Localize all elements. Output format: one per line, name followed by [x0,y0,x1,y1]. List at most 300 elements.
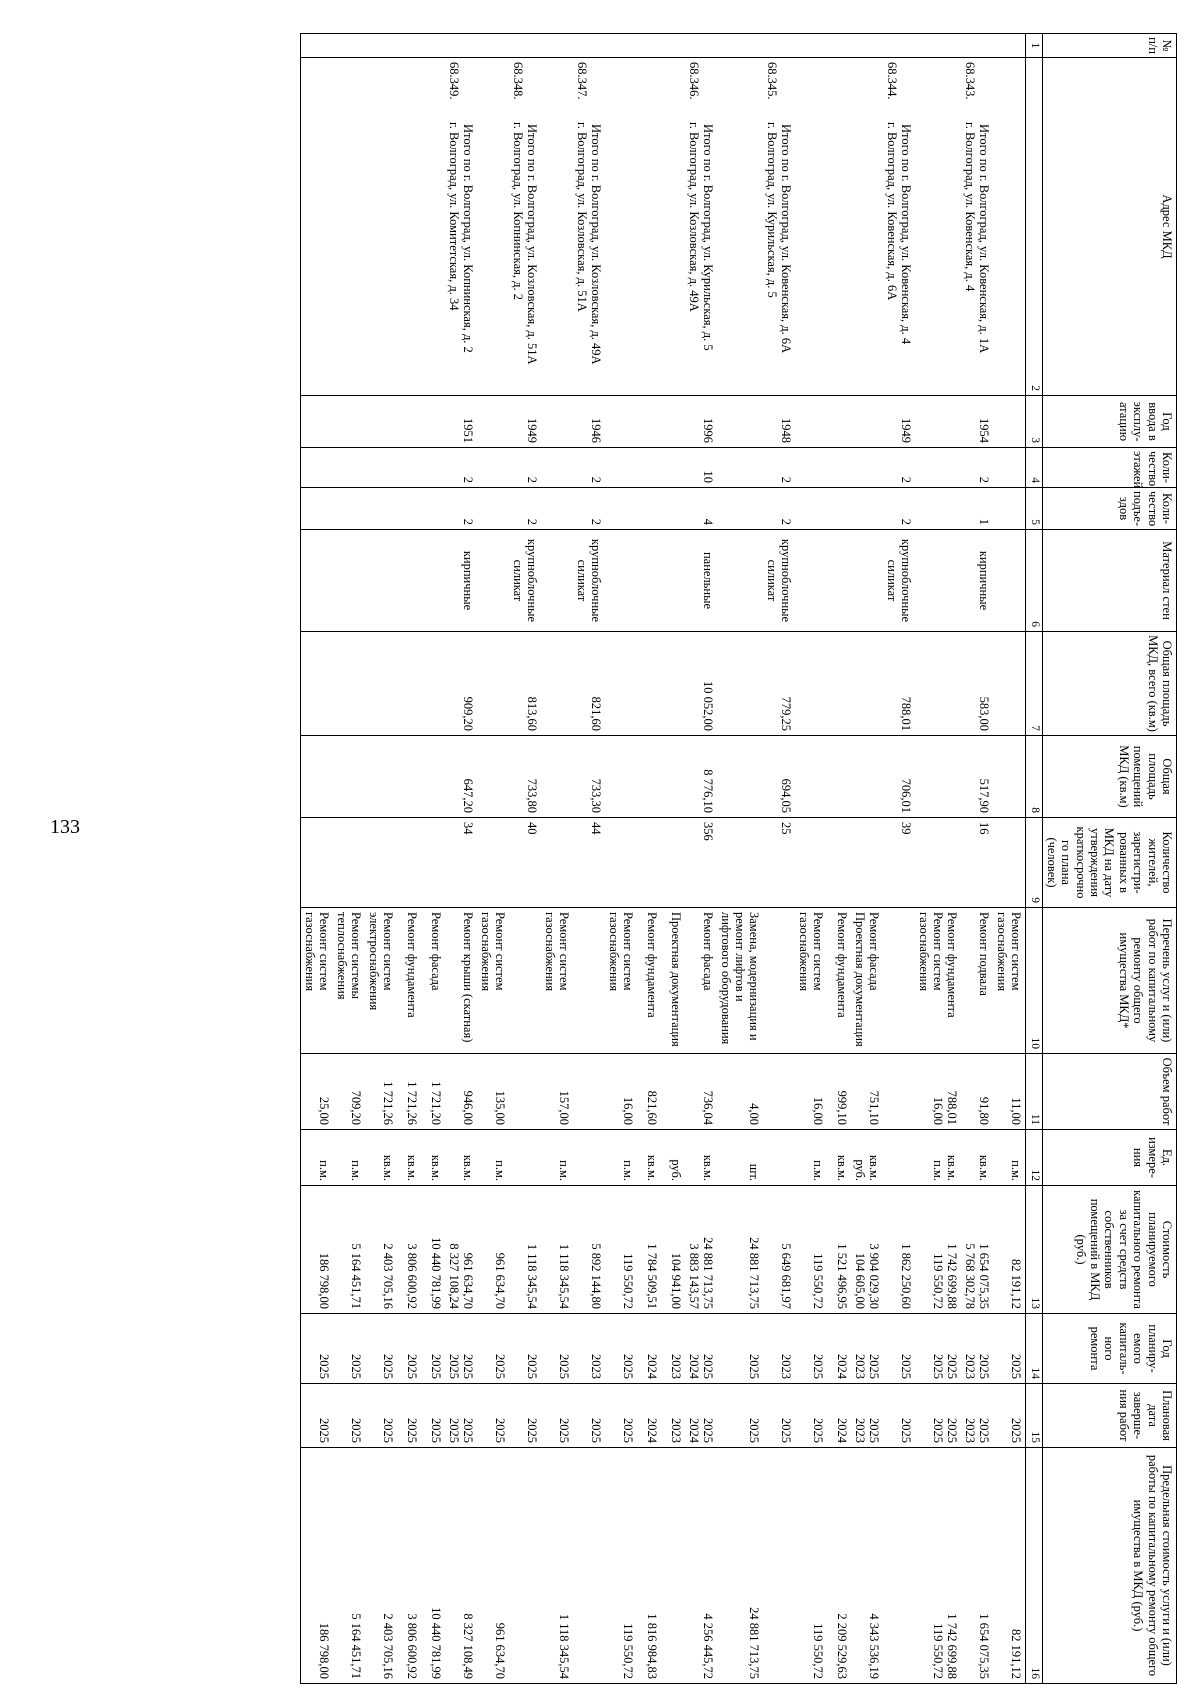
work-type-cell: Ремонт фундамента Ремонт систем газоснабжения [915,908,961,1054]
column-header: Коли-чество подъе-здов [1042,488,1176,530]
entrances-cell [541,488,573,530]
residents-cell [993,818,1026,908]
address-text: г. Волгоград, ул. Ковенская, д. 4 [962,122,977,292]
floors-cell [993,448,1026,488]
residents-cell: 34 [445,818,477,908]
volume-cell [661,1054,685,1130]
premises-area-cell [605,736,637,818]
volume-cell: 16,00 [605,1054,637,1130]
premises-area-cell: 733,80 [509,736,541,818]
unit-cell: п.м. [541,1130,573,1186]
table-row [685,34,717,1684]
row-index-cell [365,34,397,58]
plan-year-cell: 2024 [827,1314,851,1384]
entrances-cell [605,488,637,530]
end-year-cell: 2025 [509,1384,541,1448]
premises-area-cell [661,736,685,818]
table-row [637,34,661,1684]
work-type-cell: Ремонт фундамента [397,908,421,1054]
row-index-cell [883,34,915,58]
address-column-cell [300,58,333,396]
wall-material-cell [717,530,763,632]
volume-cell [509,1054,541,1130]
volume-cell: 11,00 [993,1054,1026,1130]
unit-cell: кв.м. [827,1130,851,1186]
year-cell [365,396,397,448]
total-label: Итого по г. Волгоград, ул. Курильская, д. 5 [700,124,715,351]
total-area-cell [915,632,961,736]
entrances-cell [333,488,365,530]
wall-material-cell: панельные [685,530,717,632]
column-header: Год планиру-емого капиталь-ного ремонта [1042,1314,1176,1384]
premises-area-cell [397,736,421,818]
cost-cell: 104 941,00 [661,1186,685,1314]
floors-cell: 2 [883,448,915,488]
cost-cell: 5 892 144,80 [573,1186,605,1314]
limit-cost-cell [763,1448,795,1684]
item-number: 68.346. [686,62,701,100]
address-column-cell [397,58,421,396]
premises-area-cell [477,736,509,818]
limit-cost-cell [573,1448,605,1684]
work-type-cell [573,908,605,1054]
end-year-cell: 2025 2023 [851,1384,883,1448]
plan-year-cell: 2025 2023 [961,1314,993,1384]
column-header: Год ввода в эксплу-атацию [1042,396,1176,448]
entrances-cell [827,488,851,530]
total-area-cell [851,632,883,736]
unit-cell: руб. [661,1130,685,1186]
wall-material-cell [993,530,1026,632]
total-label: Итого по г. Волгоград, ул. Копнинская, д. 2 [460,124,475,353]
entrances-cell [477,488,509,530]
total-area-cell: 909,20 [445,632,477,736]
address-column-cell [541,58,573,396]
limit-cost-cell: 4 343 536,19 [851,1448,883,1684]
table-row [795,34,827,1684]
total-area-cell [421,632,445,736]
work-type-cell: Ремонт фундамента [827,908,851,1054]
residents-cell [827,818,851,908]
floors-cell [300,448,333,488]
plan-year-cell: 2025 [365,1314,397,1384]
year-cell [827,396,851,448]
address-column-cell [883,58,915,396]
entrances-cell: 2 [445,488,477,530]
plan-year-cell: 2023 [573,1314,605,1384]
cost-cell: 1 784 509,51 [637,1186,661,1314]
total-area-cell [661,632,685,736]
premises-area-cell: 706,01 [883,736,915,818]
address-column-cell [827,58,851,396]
wall-material-cell: крупноблочные силикат [509,530,541,632]
wall-material-cell: кирпичные [445,530,477,632]
residents-cell [605,818,637,908]
year-cell [421,396,445,448]
column-number: 6 [1025,530,1042,632]
cost-cell: 119 550,72 [605,1186,637,1314]
wall-material-cell [605,530,637,632]
plan-year-cell: 2025 [421,1314,445,1384]
unit-cell: кв.м. [637,1130,661,1186]
plan-year-cell: 2025 2025 [445,1314,477,1384]
year-cell: 1954 [961,396,993,448]
column-header: Адрес МКД [1042,58,1176,396]
residents-cell [300,818,333,908]
residents-cell: 40 [509,818,541,908]
volume-cell: 16,00 [795,1054,827,1130]
work-type-cell: Ремонт систем газоснабжения [541,908,573,1054]
row-index-cell [573,34,605,58]
row-index-cell [915,34,961,58]
address-text: г. Волгоград, ул. Комитетская, д. 34 [446,122,461,311]
cost-cell: 1 742 699,88 119 550,72 [915,1186,961,1314]
total-area-cell [333,632,365,736]
volume-cell [573,1054,605,1130]
year-cell [795,396,827,448]
year-cell [541,396,573,448]
address-column-cell [915,58,961,396]
cost-cell: 119 550,72 [795,1186,827,1314]
year-cell [637,396,661,448]
end-year-cell: 2025 2024 [685,1384,717,1448]
table-row [541,34,573,1684]
plan-year-cell: 2025 2024 [685,1314,717,1384]
floors-cell: 2 [445,448,477,488]
item-number: 68.347. [574,62,589,100]
table-row [661,34,685,1684]
entrances-cell [421,488,445,530]
work-type-cell: Ремонт системы теплоснабжения [333,908,365,1054]
row-index-cell [637,34,661,58]
table-row [573,34,605,1684]
row-index-cell [333,34,365,58]
item-number: 68.344. [884,62,899,100]
year-cell [993,396,1026,448]
unit-cell: п.м. [300,1130,333,1186]
row-index-cell [851,34,883,58]
column-number: 12 [1025,1130,1042,1186]
cost-cell: 961 634,70 [477,1186,509,1314]
end-year-cell: 2025 [993,1384,1026,1448]
volume-cell [763,1054,795,1130]
year-cell [333,396,365,448]
floors-cell: 2 [509,448,541,488]
unit-cell: шт. [717,1130,763,1186]
table-row [333,34,365,1684]
premises-area-cell [333,736,365,818]
document-sheet [37,33,1177,1683]
premises-area-cell: 8 776,10 [685,736,717,818]
entrances-cell: 2 [883,488,915,530]
plan-year-cell: 2025 [795,1314,827,1384]
wall-material-cell [333,530,365,632]
total-area-cell [397,632,421,736]
address-column-cell [763,58,795,396]
entrances-cell [851,488,883,530]
wall-material-cell [421,530,445,632]
table-row [509,34,541,1684]
unit-cell: кв.м. [961,1130,993,1186]
work-type-cell: Ремонт подвала [961,908,993,1054]
floors-cell [827,448,851,488]
residents-cell: 39 [883,818,915,908]
total-area-cell [827,632,851,736]
wall-material-cell [661,530,685,632]
total-label: Итого по г. Волгоград, ул. Ковенская, д. 1А [976,124,991,354]
row-index-cell [961,34,993,58]
limit-cost-cell: 3 806 600,92 [397,1448,421,1684]
year-cell [397,396,421,448]
row-index-cell [397,34,421,58]
wall-material-cell [541,530,573,632]
column-number: 8 [1025,736,1042,818]
floors-cell [421,448,445,488]
volume-cell: 25,00 [300,1054,333,1130]
cost-cell: 1 521 496,95 [827,1186,851,1314]
unit-cell: кв.м. п.м. [915,1130,961,1186]
address-text: г. Волгоград, ул. Ковенская, д. 6А [884,122,899,301]
year-cell: 1949 [883,396,915,448]
table-row [883,34,915,1684]
premises-area-cell: 517,90 [961,736,993,818]
residents-cell: 25 [763,818,795,908]
volume-cell: 135,00 [477,1054,509,1130]
limit-cost-cell: 24 881 713,75 [717,1448,763,1684]
unit-cell [883,1130,915,1186]
table-row [961,34,993,1684]
unit-cell [573,1130,605,1186]
cost-cell: 2 403 705,16 [365,1186,397,1314]
work-type-cell: Ремонт систем газоснабжения [477,908,509,1054]
column-header: Материал стен [1042,530,1176,632]
plan-year-cell: 2023 [763,1314,795,1384]
entrances-cell [795,488,827,530]
address-column-cell [851,58,883,396]
row-index-cell [993,34,1026,58]
end-year-cell: 2025 [763,1384,795,1448]
total-area-cell [637,632,661,736]
limit-cost-cell: 1 816 984,83 [637,1448,661,1684]
table-row [851,34,883,1684]
address-column-cell [661,58,685,396]
floors-cell: 2 [961,448,993,488]
unit-cell: п.м. [477,1130,509,1186]
address-column-cell [961,58,993,396]
wall-material-cell [397,530,421,632]
premises-area-cell [421,736,445,818]
column-number: 9 [1025,818,1042,908]
plan-year-cell: 2025 [477,1314,509,1384]
plan-year-cell: 2023 [661,1314,685,1384]
end-year-cell: 2025 [541,1384,573,1448]
entrances-cell [300,488,333,530]
table-row [445,34,477,1684]
table-row [421,34,445,1684]
work-type-cell: Ремонт систем газоснабжения [605,908,637,1054]
table-row [605,34,637,1684]
work-type-cell: Ремонт фундамента [637,908,661,1054]
limit-cost-cell: 119 550,72 [795,1448,827,1684]
end-year-cell: 2025 [333,1384,365,1448]
total-area-cell [795,632,827,736]
entrances-cell [661,488,685,530]
limit-cost-cell: 10 440 781,99 [421,1448,445,1684]
address-column-cell [365,58,397,396]
wall-material-cell [477,530,509,632]
column-number: 1 [1025,34,1042,58]
entrances-cell [397,488,421,530]
column-header: Ед. измере-ния [1042,1130,1176,1186]
work-type-cell [883,908,915,1054]
work-type-cell: Ремонт фасада Проектная документация [851,908,883,1054]
cost-cell: 186 798,00 [300,1186,333,1314]
volume-cell: 999,10 [827,1054,851,1130]
wall-material-cell [851,530,883,632]
floors-cell: 2 [763,448,795,488]
premises-area-cell [915,736,961,818]
wall-material-cell: крупноблочные силикат [883,530,915,632]
end-year-cell: 2025 [300,1384,333,1448]
address-text: г. Волгоград, ул. Курильская, д. 5 [764,122,779,298]
residents-cell [717,818,763,908]
address-column-cell [685,58,717,396]
entrances-cell: 2 [763,488,795,530]
residents-cell [915,818,961,908]
year-cell: 1946 [573,396,605,448]
column-header: Предельная стоимость услуги и (или) работы по капитальному ремонту общего имущества в МКД (руб.) [1042,1448,1176,1684]
column-header: Общая площадь МКД, всего (кв.м) [1042,632,1176,736]
unit-cell: кв.м. [365,1130,397,1186]
premises-area-cell [300,736,333,818]
plan-year-cell: 2025 [993,1314,1026,1384]
volume-cell: 91,80 [961,1054,993,1130]
unit-cell: кв.м. [685,1130,717,1186]
total-area-cell: 10 052,00 [685,632,717,736]
premises-area-cell [795,736,827,818]
item-number: 68.343. [962,62,977,100]
limit-cost-cell: 1 742 699,88 119 550,72 [915,1448,961,1684]
entrances-cell [915,488,961,530]
entrances-cell: 2 [509,488,541,530]
total-area-cell: 821,60 [573,632,605,736]
year-cell [300,396,333,448]
volume-cell: 946,00 [445,1054,477,1130]
total-area-cell [717,632,763,736]
premises-area-cell: 733,30 [573,736,605,818]
item-number: 68.348. [510,62,525,100]
residents-cell [421,818,445,908]
cost-cell: 5 649 681,97 [763,1186,795,1314]
limit-cost-cell [883,1448,915,1684]
capital-repair-table [300,33,1177,1684]
end-year-cell: 2023 [661,1384,685,1448]
column-header: Перечень услуг и (или) работ по капитальному ремонту общего имущества МКД* [1042,908,1176,1054]
address-column-cell [795,58,827,396]
entrances-cell [365,488,397,530]
limit-cost-cell: 2 209 529,63 [827,1448,851,1684]
work-type-cell [763,908,795,1054]
floors-cell [541,448,573,488]
table-row [397,34,421,1684]
year-cell [477,396,509,448]
residents-cell [851,818,883,908]
plan-year-cell: 2025 [883,1314,915,1384]
end-year-cell: 2025 2023 [961,1384,993,1448]
residents-cell [637,818,661,908]
end-year-cell: 2025 [795,1384,827,1448]
cost-cell: 1 118 345,54 [541,1186,573,1314]
total-area-cell: 583,00 [961,632,993,736]
limit-cost-cell: 82 191,12 [993,1448,1026,1684]
work-type-cell: Замена, модернизация и ремонт лифтов и лифтового оборудования [717,908,763,1054]
volume-cell: 709,20 [333,1054,365,1130]
floors-cell [333,448,365,488]
row-index-cell [795,34,827,58]
residents-cell [477,818,509,908]
plan-year-cell: 2025 2023 [851,1314,883,1384]
cost-cell: 1 118 345,54 [509,1186,541,1314]
wall-material-cell [300,530,333,632]
column-number: 16 [1025,1448,1042,1684]
column-number-row [1025,34,1042,1684]
limit-cost-cell: 8 327 108,49 [445,1448,477,1684]
residents-cell [661,818,685,908]
floors-cell [851,448,883,488]
address-column-cell [993,58,1026,396]
year-cell [661,396,685,448]
limit-cost-cell: 2 403 705,16 [365,1448,397,1684]
floors-cell [605,448,637,488]
row-index-cell [717,34,763,58]
address-column-cell [509,58,541,396]
column-header: № п/п [1042,34,1176,58]
cost-cell: 24 881 713,75 3 883 143,57 [685,1186,717,1314]
table-row [717,34,763,1684]
address-column-cell [573,58,605,396]
row-index-cell [300,34,333,58]
column-header: Плановая дата заверше-ния работ [1042,1384,1176,1448]
column-number: 7 [1025,632,1042,736]
cost-cell: 961 634,70 8 327 108,24 [445,1186,477,1314]
total-area-cell [365,632,397,736]
volume-cell: 736,04 [685,1054,717,1130]
plan-year-cell: 2025 [605,1314,637,1384]
limit-cost-cell: 1 654 075,35 [961,1448,993,1684]
work-type-cell [509,908,541,1054]
limit-cost-cell: 1 118 345,54 [541,1448,573,1684]
entrances-cell [637,488,661,530]
total-label: Итого по г. Волгоград, ул. Ковенская, д. 6А [778,124,793,354]
column-number: 2 [1025,58,1042,396]
wall-material-cell [827,530,851,632]
cost-cell: 3 806 600,92 [397,1186,421,1314]
column-number: 4 [1025,448,1042,488]
column-number: 11 [1025,1054,1042,1130]
work-type-cell: Ремонт крыши (скатная) [445,908,477,1054]
limit-cost-cell: 4 256 445,72 [685,1448,717,1684]
floors-cell [637,448,661,488]
wall-material-cell [637,530,661,632]
work-type-cell: Ремонт систем газоснабжения [300,908,333,1054]
table-row [365,34,397,1684]
wall-material-cell: крупноблочные силикат [763,530,795,632]
limit-cost-cell: 119 550,72 [605,1448,637,1684]
volume-cell: 751,10 [851,1054,883,1130]
volume-cell: 1 721,26 [365,1054,397,1130]
year-cell: 1949 [509,396,541,448]
plan-year-cell: 2025 [300,1314,333,1384]
